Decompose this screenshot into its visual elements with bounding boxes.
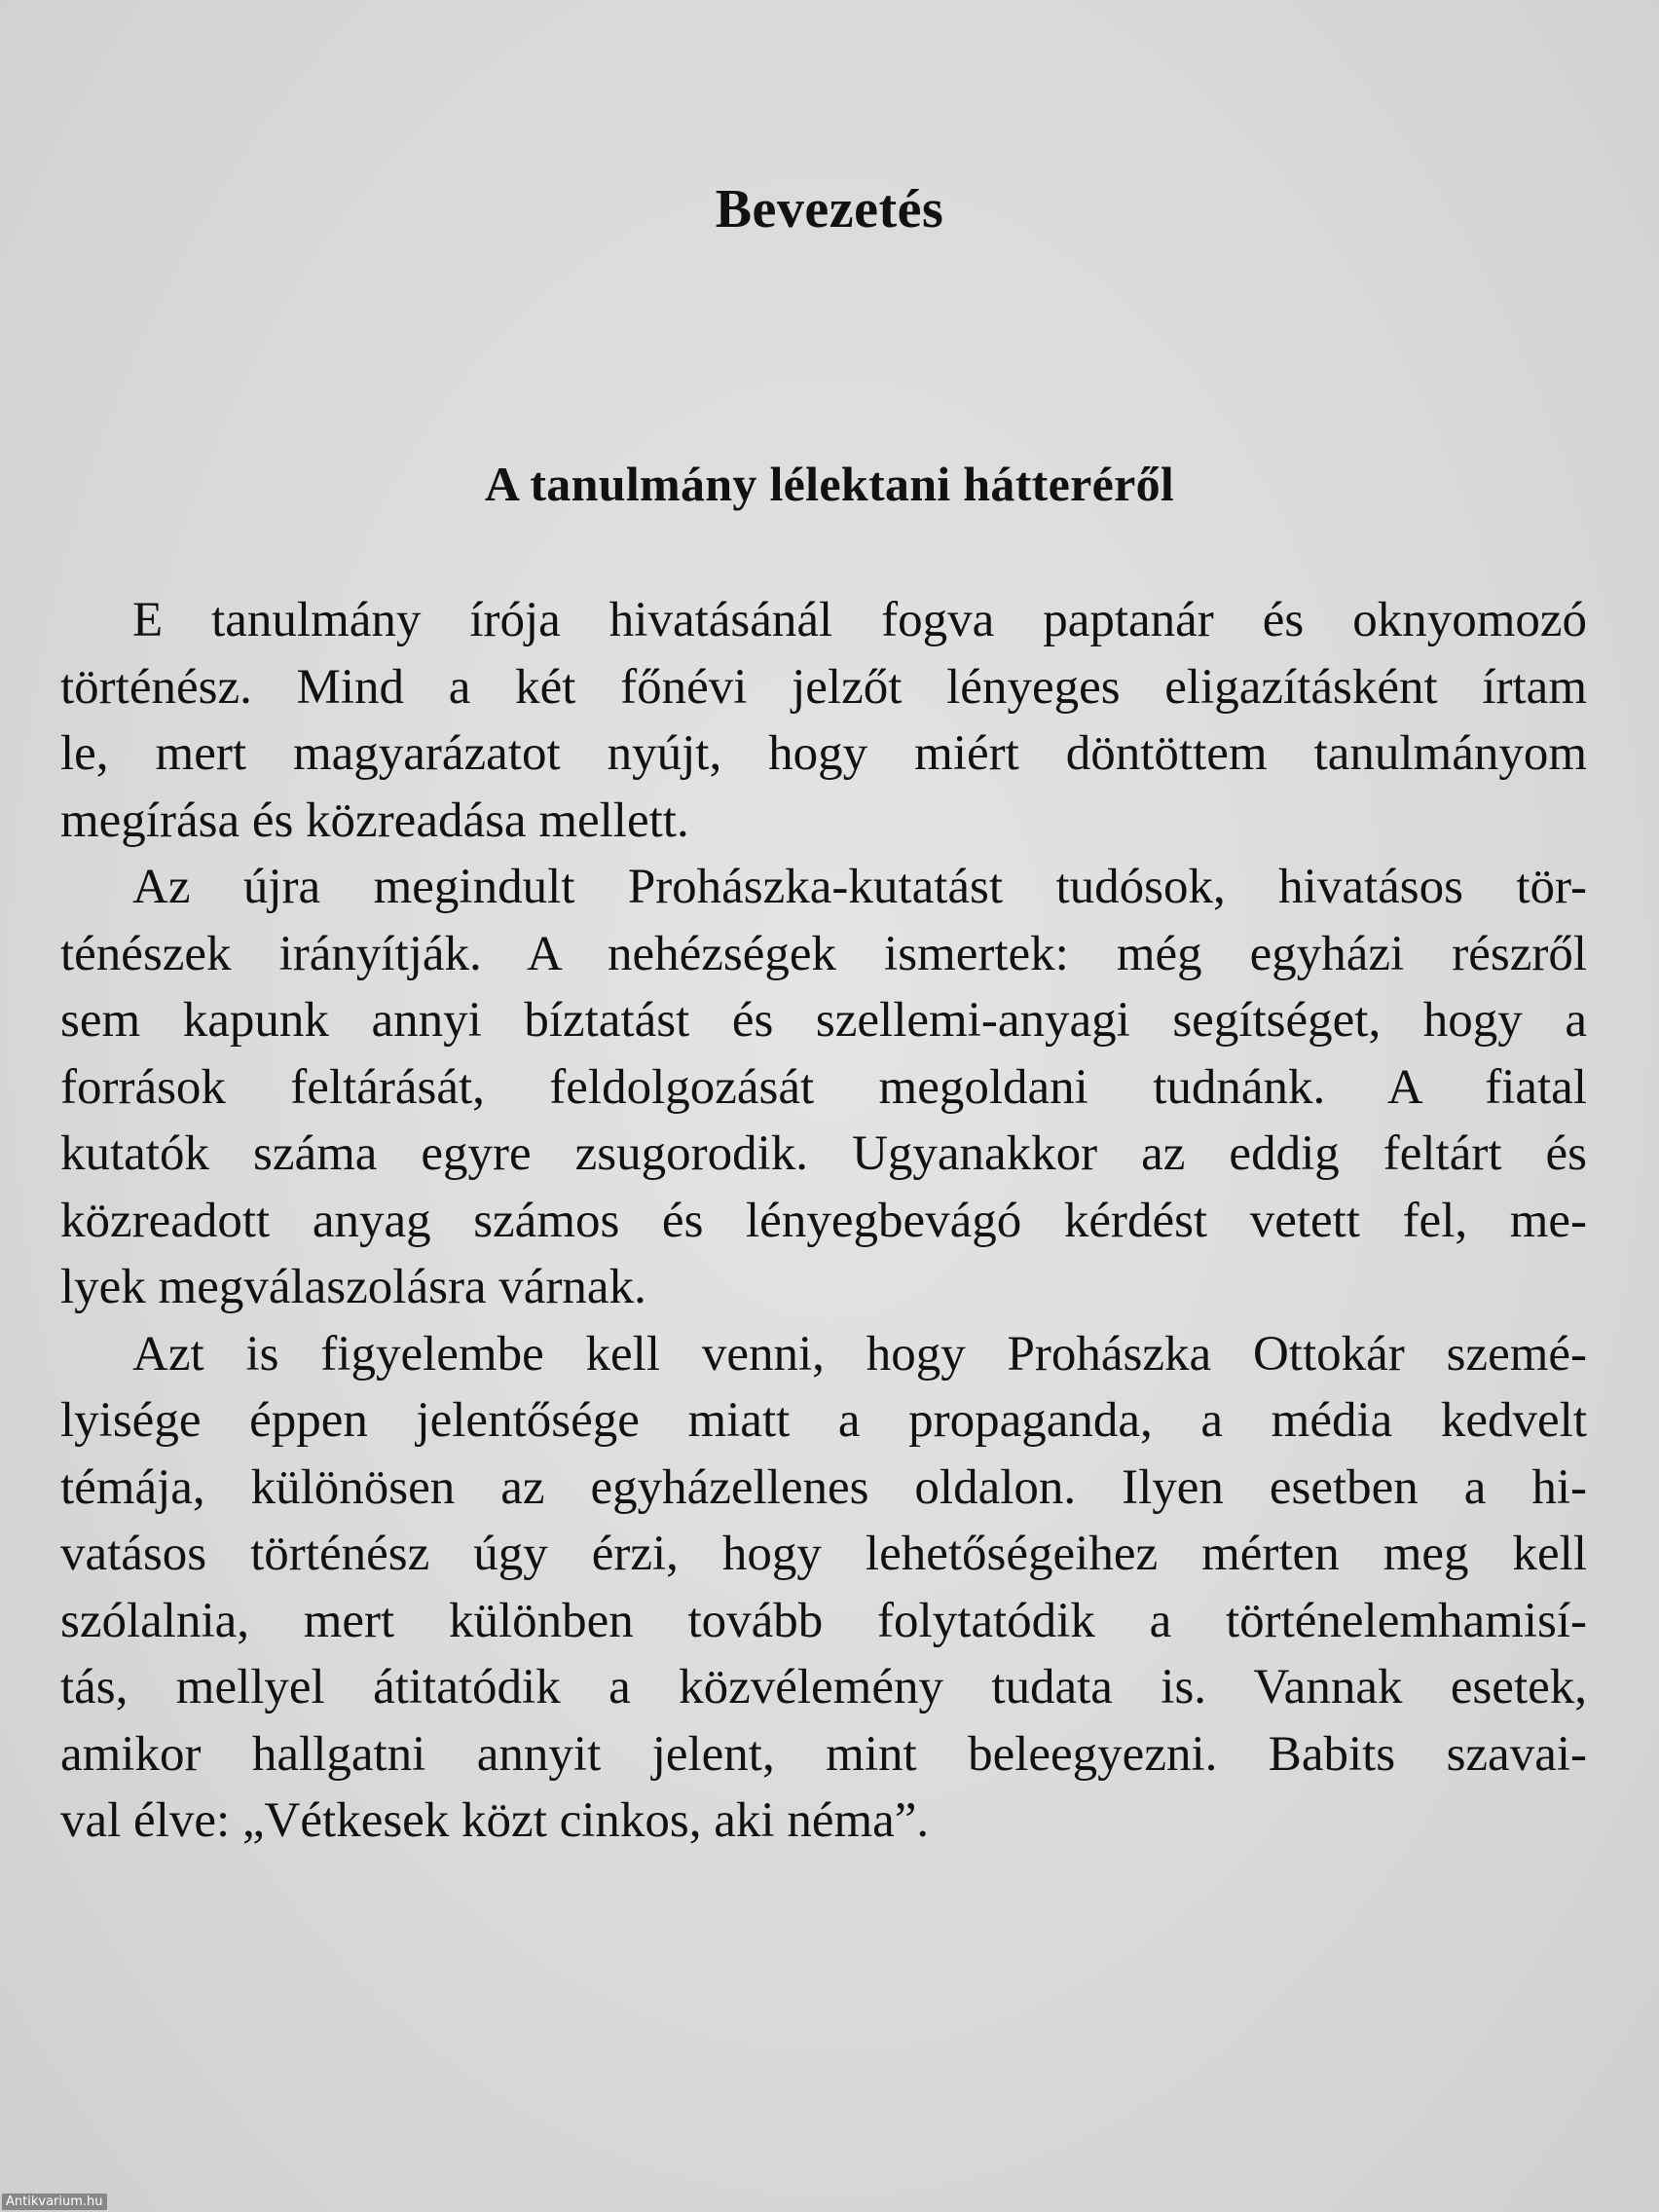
chapter-title: Bevezetés: [715, 179, 944, 240]
body-text: [60, 587, 1587, 1855]
text-line: tás, mellyel átitatódik a közvélemény tudata is. Vannak esetek,: [60, 1660, 1587, 1714]
text-line: ténészek irányítják. A nehézségek ismertek: még egyházi részről: [60, 926, 1587, 981]
text-line: amikor hallgatni annyit jelent, mint beleegyezni. Babits szavai-: [60, 1726, 1587, 1782]
text-line: le, mert magyarázatot nyújt, hogy miért döntöttem tanulmányom: [60, 726, 1587, 781]
section-title: A tanulmány lélektani hátteréről: [484, 457, 1175, 511]
text-line: Azt is figyelembe kell venni, hogy Prohászka Ottokár szemé-: [132, 1326, 1587, 1382]
text-line: témája, különösen az egyházellenes oldalon. Ilyen esetben a hi-: [60, 1459, 1587, 1515]
text-line: megírása és közreadása mellett.: [60, 793, 689, 848]
text-line: val élve: „Vétkesek közt cinkos, aki néma”.: [60, 1793, 930, 1848]
text-line: Az újra megindult Prohászka-kutatást tudósok, hivatásos tör-: [132, 860, 1587, 914]
text-line: források feltárását, feldolgozását megoldani tudnánk. A fiatal: [60, 1059, 1587, 1115]
text-line: szólalnia, mert különben tovább folytatódik a történelemhamisí-: [60, 1593, 1587, 1648]
text-line: kutatók száma egyre zsugorodik. Ugyanakkor az eddig feltárt és: [60, 1126, 1587, 1181]
text-line: sem kapunk annyi bíztatást és szellemi-anyagi segítséget, hogy a: [60, 993, 1587, 1048]
text-line: történész. Mind a két főnévi jelzőt lényeges eligazításként írtam: [60, 659, 1587, 715]
text-line: közreadott anyag számos és lényegbevágó kérdést vetett fel, me-: [60, 1193, 1587, 1248]
text-line: lyisége éppen jelentősége miatt a propaganda, a média kedvelt: [60, 1393, 1587, 1448]
text-line: lyek megválaszolásra várnak.: [60, 1260, 646, 1314]
text-line: E tanulmány írója hivatásánál fogva paptanár és oknyomozó: [132, 593, 1587, 647]
watermark: Antikvarium.hu: [2, 2194, 107, 2210]
text-line: vatásos történész úgy érzi, hogy lehetőségeihez mérten meg kell: [60, 1527, 1587, 1581]
